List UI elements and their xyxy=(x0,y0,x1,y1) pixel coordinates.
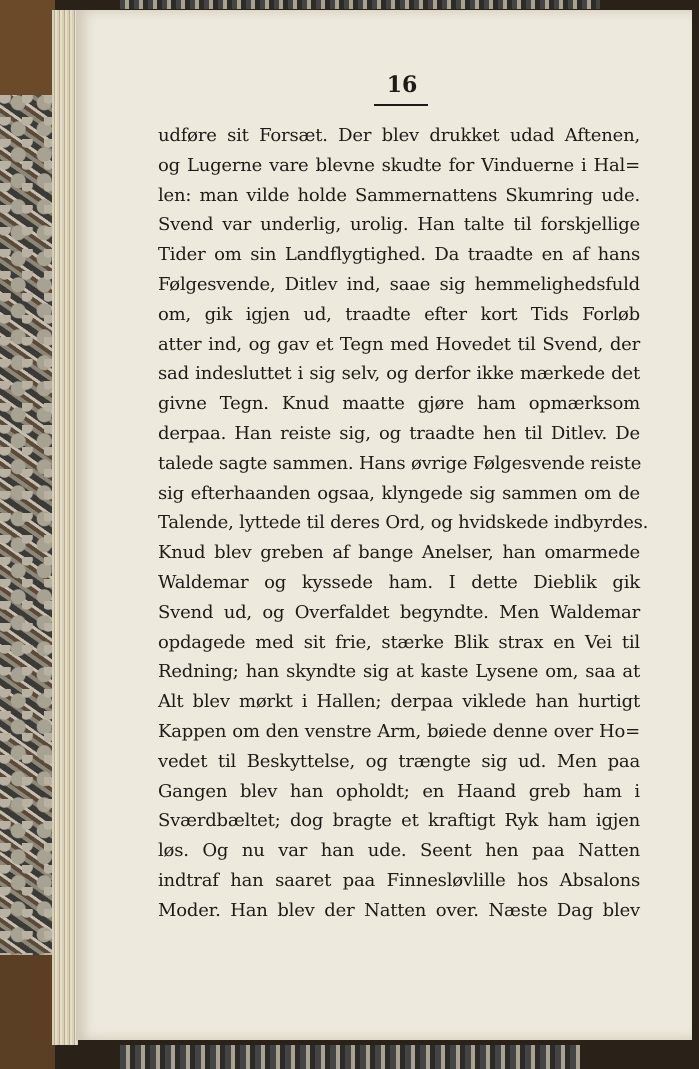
text-line: Talende, lyttede til deres Ord, og hvidskede indbyrdes. xyxy=(158,512,649,534)
page-number-rule xyxy=(374,104,428,106)
text-line: Svend var underlig, urolig. Han talte til forskjellige xyxy=(158,214,640,236)
text-line: atter ind, og gav et Tegn med Hovedet til Svend, der xyxy=(158,333,640,355)
text-line: len: man vilde holde Sammernattens Skumring ude. xyxy=(158,184,640,206)
text-line: vedet til Beskyttelse, og trængte sig ud. Men paa xyxy=(158,750,640,772)
book-cover-edge xyxy=(0,955,55,1069)
text-line: Waldemar og kyssede ham. I dette Dieblik gik xyxy=(158,571,640,593)
text-line: opdagede med sit frie, stærke Blik strax en Vei til xyxy=(158,631,640,653)
text-line: Gangen blev han opholdt; en Haand greb ham i xyxy=(158,780,640,802)
book-cover-edge xyxy=(0,0,55,95)
text-line: Svend ud, og Overfaldet begyndte. Men Waldemar xyxy=(158,601,640,623)
text-line: givne Tegn. Knud maatte gjøre ham opmærksom xyxy=(158,393,640,415)
text-line: sig efterhaanden ogsaa, klyngede sig sammen om de xyxy=(158,482,640,504)
text-line: Knud blev greben af bange Anelser, han omarmede xyxy=(158,542,640,564)
page-edges xyxy=(52,10,78,1045)
text-line: Tider om sin Landflygtighed. Da traadte en af hans xyxy=(158,244,640,266)
text-line: Kappen om den venstre Arm, bøiede denne over Ho= xyxy=(158,720,640,742)
text-line: løs. Og nu var han ude. Seent hen paa Natten xyxy=(158,840,640,862)
body-text xyxy=(158,121,649,926)
marbled-endpaper-bottom xyxy=(120,1045,580,1069)
text-line: Følgesvende, Ditlev ind, saae sig hemmelighedsfuld xyxy=(158,273,640,295)
text-line: om, gik igjen ud, traadte efter kort Tids Forløb xyxy=(158,303,640,325)
text-line: Sværdbæltet; dog bragte et kraftigt Ryk ham igjen xyxy=(158,810,640,832)
marbled-endpaper xyxy=(0,95,52,955)
text-line: udføre sit Forsæt. Der blev drukket udad Aftenen, xyxy=(158,125,640,146)
text-line: og Lugerne vare blevne skudte for Vinduerne i Hal= xyxy=(158,154,640,176)
text-line: Moder. Han blev der Natten over. Næste Dag blev xyxy=(158,899,640,921)
text-line: sad indesluttet i sig selv, og derfor ikke mærkede det xyxy=(158,363,640,385)
text-line: Alt blev mørkt i Hallen; derpaa viklede han hurtigt xyxy=(158,691,640,713)
marbled-endpaper-top xyxy=(120,0,600,9)
text-line: derpaa. Han reiste sig, og traadte hen til Ditlev. De xyxy=(158,422,640,444)
text-line: Redning; han skyndte sig at kaste Lysene om, saa at xyxy=(158,661,640,683)
text-line: indtraf han saaret paa Finnesløvlille hos Absalons xyxy=(158,869,640,891)
text-line: talede sagte sammen. Hans øvrige Følgesvende reiste xyxy=(158,452,642,474)
page-number: 16 xyxy=(386,72,418,98)
